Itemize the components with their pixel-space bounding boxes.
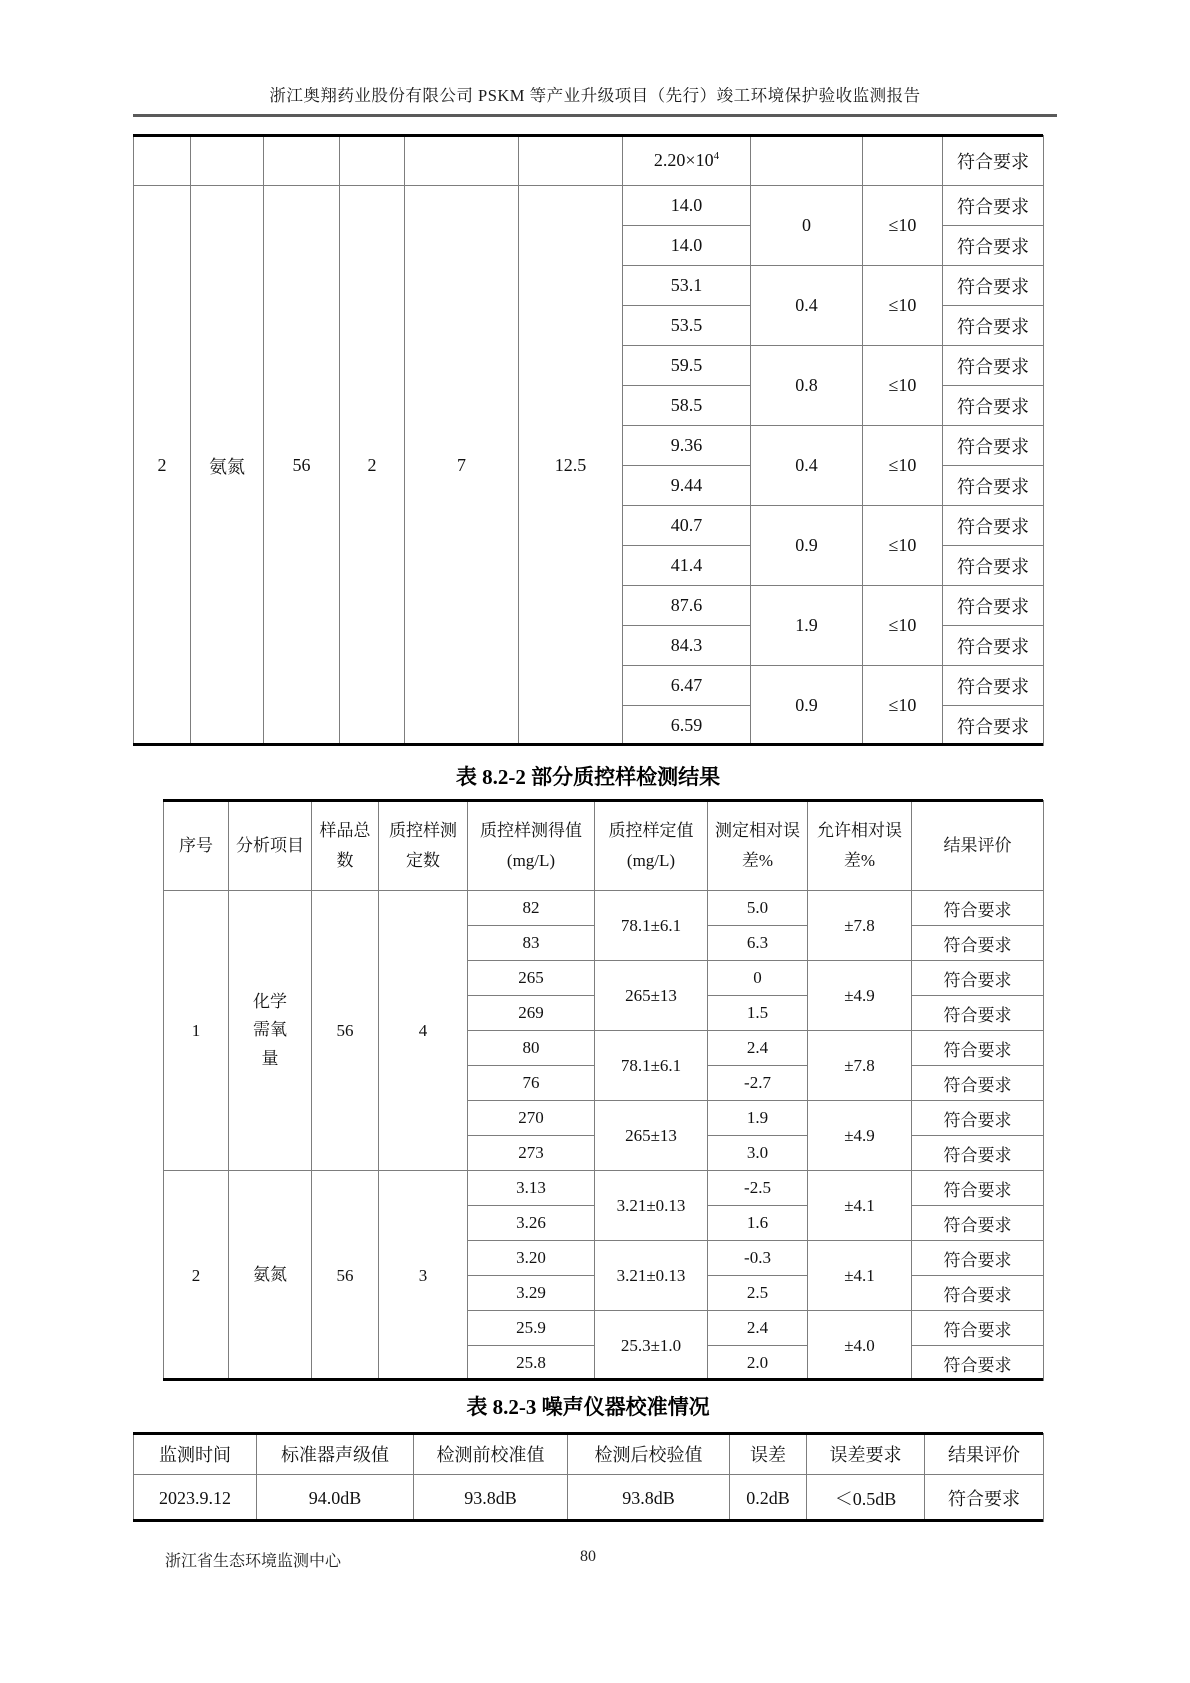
cell-allowed-error: ±4.9 — [808, 1101, 912, 1171]
cell-measured-value: 59.5 — [623, 346, 751, 386]
parallel-sample-table — [133, 135, 1044, 746]
cell-measured-value: 273 — [468, 1136, 595, 1171]
cell-measured-value: 82 — [468, 891, 595, 926]
noise-calibration-table — [133, 1433, 1044, 1522]
cell-measured-value: 3.29 — [468, 1276, 595, 1311]
cell-measured-value: 58.5 — [623, 386, 751, 426]
cell-relative-deviation: 0.4 — [751, 266, 863, 346]
cell-pre-calibration: 93.8dB — [414, 1475, 568, 1522]
cell-certified-value: 265±13 — [595, 961, 708, 1031]
cell-certified-value: 265±13 — [595, 1101, 708, 1171]
cell-measured-value: 14.0 — [623, 226, 751, 266]
cell-empty — [134, 136, 191, 186]
cell-result: 符合要求 — [912, 961, 1044, 996]
cell-relative-deviation: 0.9 — [751, 506, 863, 586]
cell-result: 符合要求 — [943, 586, 1044, 626]
cell-allowed-error: ±4.0 — [808, 1311, 912, 1381]
cell-qc-count: 3 — [379, 1171, 468, 1381]
cell-relative-deviation: 0.4 — [751, 426, 863, 506]
cell-measured-value: 6.47 — [623, 666, 751, 706]
cell-index: 2 — [134, 186, 191, 746]
footer-organization: 浙江省生态环境监测中心 — [165, 1553, 342, 1570]
table-row — [134, 136, 1044, 186]
column-header: 质控样测定数 — [379, 801, 468, 891]
cell-result: 符合要求 — [912, 1276, 1044, 1311]
cell-analysis-item — [229, 891, 312, 1171]
cell-certified-value: 3.21±0.13 — [595, 1241, 708, 1311]
column-header: 误差 — [730, 1434, 807, 1475]
cell-empty — [264, 136, 340, 186]
cell-allowed-deviation: ≤10 — [863, 586, 943, 666]
cell-relative-deviation: 0.8 — [751, 346, 863, 426]
cell-measured-value: 3.26 — [468, 1206, 595, 1241]
cell-relative-error: 0 — [708, 961, 808, 996]
cell-certified-value: 25.3±1.0 — [595, 1311, 708, 1381]
cell-measured-value: 3.20 — [468, 1241, 595, 1276]
cell-measured-value: 270 — [468, 1101, 595, 1136]
cell-allowed-deviation: ≤10 — [863, 426, 943, 506]
column-header: 标准器声级值 — [257, 1434, 414, 1475]
cell-relative-error: 6.3 — [708, 926, 808, 961]
cell-group-value: 7 — [405, 186, 519, 746]
cell-result: 符合要求 — [943, 386, 1044, 426]
cell-relative-deviation: 0 — [751, 186, 863, 266]
cell-relative-error: 1.9 — [708, 1101, 808, 1136]
cell-index: 1 — [164, 891, 229, 1171]
cell-allowed-deviation: ≤10 — [863, 666, 943, 746]
column-header: 测定相对误差% — [708, 801, 808, 891]
cell-result: 符合要求 — [912, 996, 1044, 1031]
cell-measured-value: $2.20\times 10^4$ — [623, 136, 751, 186]
cell-result: 符合要求 — [943, 666, 1044, 706]
cell-measured-value: 40.7 — [623, 506, 751, 546]
cell-result: 符合要求 — [912, 1206, 1044, 1241]
table-row — [134, 1434, 1044, 1475]
cell-monitor-date: 2023.9.12 — [134, 1475, 257, 1522]
column-header: 样品总数 — [312, 801, 379, 891]
cell-allowed-deviation: ≤10 — [863, 506, 943, 586]
cell-relative-error: 2.5 — [708, 1276, 808, 1311]
table3-top-border-line — [133, 1432, 1043, 1435]
cell-measured-value: 76 — [468, 1066, 595, 1101]
table3-bottom-border-line — [133, 1519, 1043, 1522]
cell-analysis-item: 氨氮 — [191, 186, 264, 746]
cell-measured-value: 84.3 — [623, 626, 751, 666]
table-row — [164, 801, 1044, 891]
cell-measured-value: 25.8 — [468, 1346, 595, 1381]
table-row — [134, 186, 1044, 226]
analysis-item-text: 氨氮 — [253, 1265, 287, 1285]
cell-result: 符合要求 — [943, 626, 1044, 666]
cell-relative-deviation: 1.9 — [751, 586, 863, 666]
cell-measured-value: 25.9 — [468, 1311, 595, 1346]
cell-result: 符合要求 — [912, 1101, 1044, 1136]
cell-error: 0.2dB — [730, 1475, 807, 1522]
cell-result: 符合要求 — [943, 466, 1044, 506]
table2-title: 表 8.2-2 部分质控样检测结果 — [455, 765, 721, 789]
cell-relative-error: 3.0 — [708, 1136, 808, 1171]
table-row — [134, 1475, 1044, 1522]
cell-relative-deviation: 0.9 — [751, 666, 863, 746]
cell-relative-error: 1.6 — [708, 1206, 808, 1241]
cell-allowed-error: ±4.1 — [808, 1171, 912, 1241]
cell-relative-deviation — [751, 136, 863, 186]
qc-sample-table — [163, 800, 1044, 1381]
page-header-title: 浙江奥翔药业股份有限公司 PSKM 等产业升级项目（先行）竣工环境保护验收监测报告 — [269, 86, 921, 105]
cell-relative-error: -0.3 — [708, 1241, 808, 1276]
cell-sample-total: 56 — [312, 1171, 379, 1381]
cell-result: 符合要求 — [912, 1171, 1044, 1206]
cell-measured-value: 87.6 — [623, 586, 751, 626]
cell-certified-value: 78.1±6.1 — [595, 891, 708, 961]
cell-measured-value: 9.36 — [623, 426, 751, 466]
cell-result: 符合要求 — [943, 546, 1044, 586]
cell-qc-count: 4 — [379, 891, 468, 1171]
cell-result: 符合要求 — [943, 506, 1044, 546]
cell-allowed-deviation: ≤10 — [863, 346, 943, 426]
cell-measured-value: 269 — [468, 996, 595, 1031]
column-header: 质控样测得值(mg/L) — [468, 801, 595, 891]
analysis-item-text: 化学需氧量 — [253, 992, 287, 1068]
footer-page-number: 80 — [580, 1548, 596, 1565]
cell-result: 符合要求 — [943, 186, 1044, 226]
column-header: 结果评价 — [912, 801, 1044, 891]
cell-measured-value: 14.0 — [623, 186, 751, 226]
cell-allowed-error: ±4.1 — [808, 1241, 912, 1311]
cell-certified-value: 3.21±0.13 — [595, 1171, 708, 1241]
cell-result: 符合要求 — [912, 1066, 1044, 1101]
cell-group-value: 12.5 — [519, 186, 623, 746]
cell-result: 符合要求 — [943, 706, 1044, 746]
cell-result: 符合要求 — [912, 1346, 1044, 1381]
cell-allowed-deviation: ≤10 — [863, 186, 943, 266]
cell-result: 符合要求 — [912, 891, 1044, 926]
cell-measured-value: 53.1 — [623, 266, 751, 306]
cell-result: 符合要求 — [912, 1311, 1044, 1346]
cell-standard-level: 94.0dB — [257, 1475, 414, 1522]
cell-result: 符合要求 — [943, 306, 1044, 346]
cell-sample-total: 56 — [264, 186, 340, 746]
column-header: 检测前校准值 — [414, 1434, 568, 1475]
cell-post-calibration: 93.8dB — [568, 1475, 730, 1522]
cell-result: 符合要求 — [912, 1136, 1044, 1171]
cell-measured-value: 53.5 — [623, 306, 751, 346]
cell-relative-error: -2.7 — [708, 1066, 808, 1101]
table1-top-border-line — [133, 134, 1043, 137]
superscript-exponent: 4 — [713, 150, 720, 162]
cell-sample-total: 56 — [312, 891, 379, 1171]
cell-empty — [405, 136, 519, 186]
cell-analysis-item — [229, 1171, 312, 1381]
table-row — [164, 891, 1044, 926]
cell-result: 符合要求 — [912, 926, 1044, 961]
column-header: 质控样定值(mg/L) — [595, 801, 708, 891]
cell-result: 符合要求 — [943, 266, 1044, 306]
column-header: 检测后校验值 — [568, 1434, 730, 1475]
cell-result: 符合要求 — [943, 346, 1044, 386]
cell-allowed-deviation — [863, 136, 943, 186]
cell-relative-error: 2.4 — [708, 1311, 808, 1346]
cell-measured-value: 80 — [468, 1031, 595, 1066]
cell-index: 2 — [164, 1171, 229, 1381]
cell-measured-value: 9.44 — [623, 466, 751, 506]
header-rule — [133, 114, 1057, 117]
cell-empty — [191, 136, 264, 186]
cell-result: 符合要求 — [943, 226, 1044, 266]
cell-relative-error: -2.5 — [708, 1171, 808, 1206]
cell-measured-value: 265 — [468, 961, 595, 996]
cell-allowed-error: ±4.9 — [808, 961, 912, 1031]
cell-allowed-error: ±7.8 — [808, 1031, 912, 1101]
cell-measured-value: 6.59 — [623, 706, 751, 746]
cell-empty — [340, 136, 405, 186]
cell-group-value: 2 — [340, 186, 405, 746]
column-header: 误差要求 — [807, 1434, 925, 1475]
cell-relative-error: 1.5 — [708, 996, 808, 1031]
column-header: 序号 — [164, 801, 229, 891]
cell-measured-value: 3.13 — [468, 1171, 595, 1206]
column-header: 分析项目 — [229, 801, 312, 891]
cell-result: 符合要求 — [912, 1241, 1044, 1276]
cell-measured-value: 83 — [468, 926, 595, 961]
cell-result: 符合要求 — [912, 1031, 1044, 1066]
cell-certified-value: 78.1±6.1 — [595, 1031, 708, 1101]
cell-allowed-error: ±7.8 — [808, 891, 912, 961]
table3-title: 表 8.2-3 噪声仪器校准情况 — [466, 1395, 710, 1419]
column-header: 结果评价 — [925, 1434, 1044, 1475]
cell-result: 符合要求 — [943, 426, 1044, 466]
table1-bottom-border-line — [133, 743, 1043, 746]
cell-relative-error: 2.4 — [708, 1031, 808, 1066]
table2-bottom-border-line — [163, 1378, 1043, 1381]
cell-relative-error: 2.0 — [708, 1346, 808, 1381]
cell-result: 符合要求 — [925, 1475, 1044, 1522]
cell-relative-error: 5.0 — [708, 891, 808, 926]
cell-measured-value: 41.4 — [623, 546, 751, 586]
column-header: 监测时间 — [134, 1434, 257, 1475]
cell-allowed-deviation: ≤10 — [863, 266, 943, 346]
column-header: 允许相对误差% — [808, 801, 912, 891]
cell-result: 符合要求 — [943, 136, 1044, 186]
cell-empty — [519, 136, 623, 186]
table2-top-border-line — [163, 799, 1043, 802]
table-row — [164, 1171, 1044, 1206]
cell-error-requirement: ＜0.5dB — [807, 1475, 925, 1522]
